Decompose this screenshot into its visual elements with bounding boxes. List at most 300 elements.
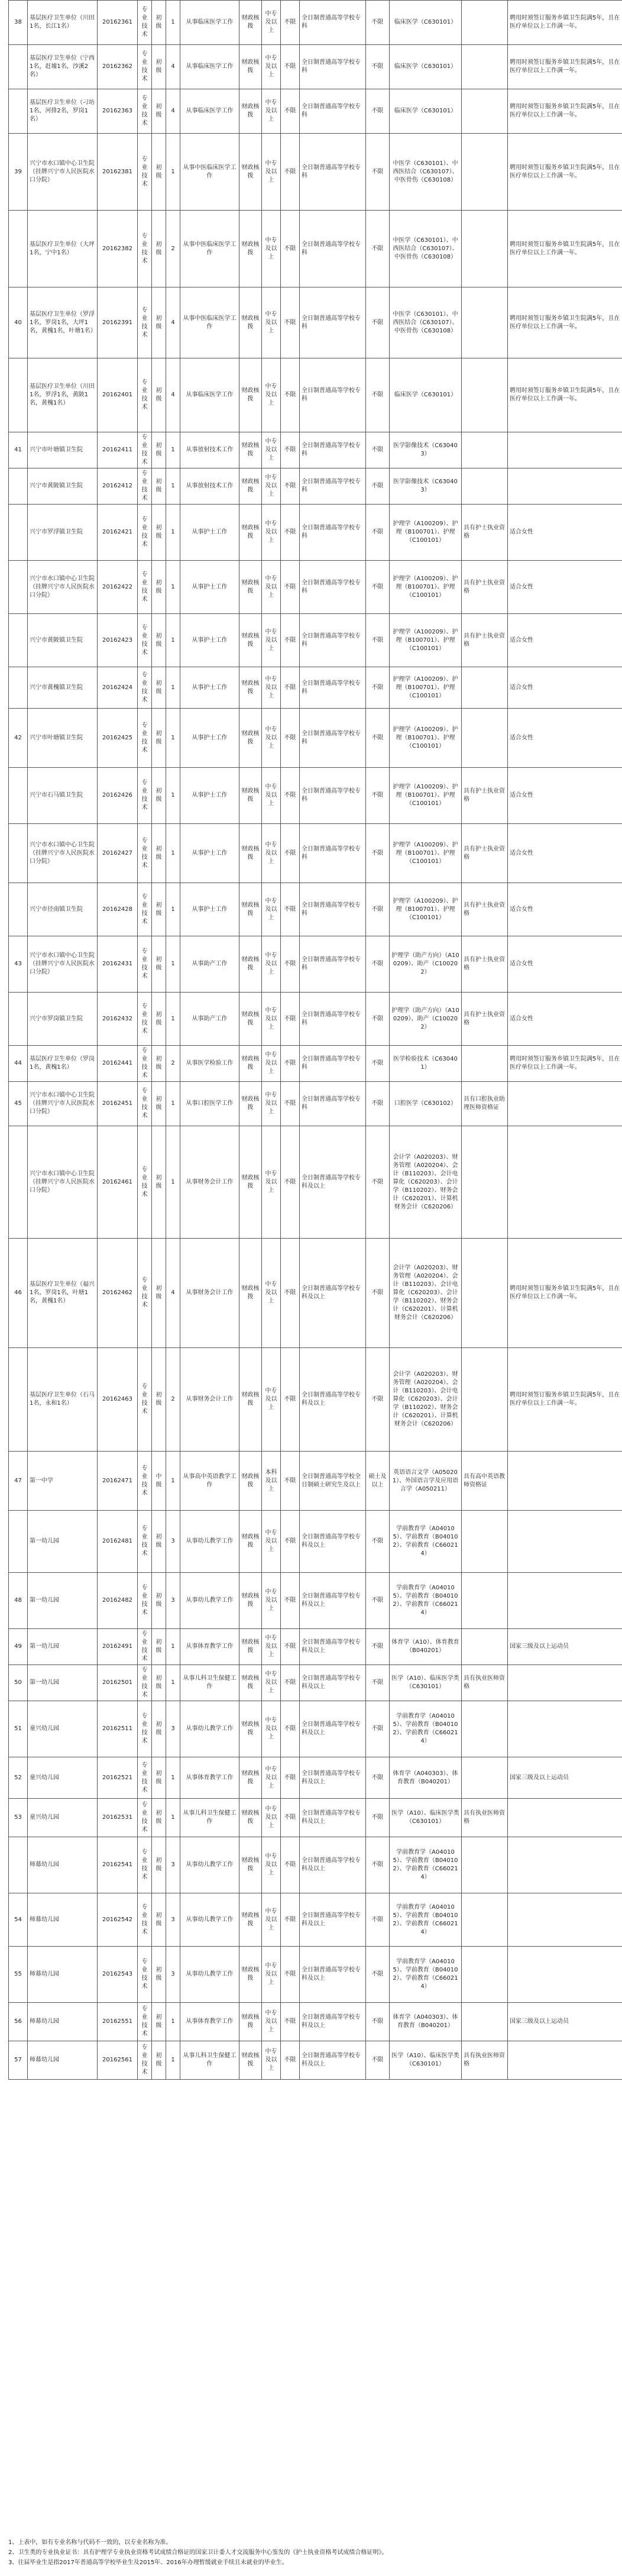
other-requirement-cell: 适合女性 [508, 993, 622, 1046]
age-cell: 不限 [281, 709, 300, 768]
education-level-cell: 中专及以上 [262, 1757, 281, 1799]
funding-cell: 财政核拨 [239, 2041, 262, 2080]
other-requirement-cell [508, 1947, 622, 2003]
study-mode-cell: 全日制普通高等学校专科及以上 [300, 1799, 366, 1837]
certificate-cell: 具有护士执业资格 [462, 768, 508, 824]
recruitment-table [8, 0, 622, 2080]
age-cell: 不限 [281, 1046, 300, 1082]
headcount-cell: 1 [166, 505, 180, 561]
other-requirement-cell: 适合女性 [508, 614, 622, 667]
headcount-cell: 3 [166, 1893, 180, 1947]
seq-cell: 46 [9, 1239, 28, 1348]
education-level-cell: 中专及以上 [262, 1511, 281, 1573]
age-cell: 不限 [281, 1239, 300, 1348]
table-row [9, 1239, 622, 1348]
certificate-cell [462, 1629, 508, 1665]
funding-cell: 财政核拨 [239, 134, 262, 211]
education-level-cell: 中专及以上 [262, 1, 281, 45]
age-cell: 不限 [281, 287, 300, 358]
education-level-cell: 中专及以上 [262, 211, 281, 287]
study-mode-cell: 全日制普通高等学校专科 [300, 1046, 366, 1082]
seq-cell [9, 89, 28, 134]
funding-cell: 财政核拨 [239, 1511, 262, 1573]
footnote-2: 2、卫生类的专业执业证书：具有护理学专业执业资格考试成绩合格证的国家卫计委人才交流服务中心鉴发的《护士执业资格考试成绩合格证明》。 [8, 2549, 388, 2556]
seq-cell [9, 1348, 28, 1452]
position-code-cell: 20162541 [98, 1837, 138, 1893]
funding-cell: 财政核拨 [239, 287, 262, 358]
education-level-cell: 本科及以上 [262, 1452, 281, 1511]
position-level-cell: 初级 [152, 1799, 166, 1837]
certificate-cell [462, 1893, 508, 1947]
degree-cell: 不限 [366, 505, 390, 561]
position-type-cell: 专业技术 [138, 1348, 152, 1452]
table-row [9, 1701, 622, 1757]
headcount-cell: 4 [166, 89, 180, 134]
seq-cell: 52 [9, 1757, 28, 1799]
education-level-cell: 中专及以上 [262, 993, 281, 1046]
unit-cell: 师幕幼儿园 [28, 1837, 98, 1893]
funding-cell: 财政核拨 [239, 614, 262, 667]
duty-cell: 从事临床医学工作 [180, 45, 239, 89]
education-level-cell: 中专及以上 [262, 1126, 281, 1239]
degree-cell: 不限 [366, 1701, 390, 1757]
major-cell: 医学（A10）、临床医学类（C630101） [390, 1799, 462, 1837]
table-body [9, 1, 622, 2080]
table-row [9, 561, 622, 614]
education-level-cell: 中专及以上 [262, 667, 281, 709]
funding-cell: 财政核拨 [239, 505, 262, 561]
age-cell: 不限 [281, 1893, 300, 1947]
degree-cell: 不限 [366, 1239, 390, 1348]
study-mode-cell: 全日制普通高等学校专科 [300, 614, 366, 667]
major-cell: 口腔医学（C630102） [390, 1082, 462, 1126]
position-code-cell: 20162543 [98, 1947, 138, 2003]
duty-cell: 从事护士工作 [180, 667, 239, 709]
education-level-cell: 中专及以上 [262, 1701, 281, 1757]
major-cell: 医学检验技术（C630401） [390, 1046, 462, 1082]
table-row [9, 287, 622, 358]
headcount-cell: 3 [166, 1947, 180, 2003]
duty-cell: 从事助产工作 [180, 993, 239, 1046]
duty-cell: 从事体育教学工作 [180, 1757, 239, 1799]
degree-cell: 不限 [366, 89, 390, 134]
duty-cell: 从事护士工作 [180, 883, 239, 936]
certificate-cell: 具有高中英语教师资格证 [462, 1452, 508, 1511]
major-cell: 护理学（A100209）、护理（B100701）、护理（C100101） [390, 667, 462, 709]
headcount-cell: 1 [166, 936, 180, 993]
degree-cell: 不限 [366, 1573, 390, 1629]
other-requirement-cell: 聘用时须签订服务乡镇卫生院满5年，且在医疗单位以上工作满一年。 [508, 45, 622, 89]
age-cell: 不限 [281, 1126, 300, 1239]
position-code-cell: 20162462 [98, 1239, 138, 1348]
position-level-cell: 初级 [152, 768, 166, 824]
duty-cell: 从事幼儿教学工作 [180, 1837, 239, 1893]
seq-cell: 41 [9, 432, 28, 468]
duty-cell: 从事护士工作 [180, 561, 239, 614]
position-code-cell: 20162441 [98, 1046, 138, 1082]
table-row [9, 432, 622, 468]
other-requirement-cell [508, 1082, 622, 1126]
headcount-cell: 1 [166, 2003, 180, 2041]
education-level-cell: 中专及以上 [262, 432, 281, 468]
position-code-cell: 20162401 [98, 358, 138, 432]
duty-cell: 从事幼儿教学工作 [180, 1573, 239, 1629]
unit-cell: 兴宁市叶塘镇卫生院 [28, 709, 98, 768]
headcount-cell: 1 [166, 824, 180, 883]
age-cell: 不限 [281, 358, 300, 432]
study-mode-cell: 全日制普通高等学校专科及以上 [300, 1665, 366, 1701]
age-cell: 不限 [281, 1837, 300, 1893]
position-level-cell: 初级 [152, 1348, 166, 1452]
table-row [9, 45, 622, 89]
position-type-cell: 专业技术 [138, 2041, 152, 2080]
position-type-cell: 专业技术 [138, 287, 152, 358]
age-cell: 不限 [281, 824, 300, 883]
degree-cell: 不限 [366, 211, 390, 287]
age-cell: 不限 [281, 667, 300, 709]
position-type-cell: 专业技术 [138, 614, 152, 667]
position-type-cell: 专业技术 [138, 936, 152, 993]
position-level-cell: 初级 [152, 709, 166, 768]
study-mode-cell: 全日制普通高等学校专科及以上 [300, 1629, 366, 1665]
funding-cell: 财政核拨 [239, 1893, 262, 1947]
certificate-cell [462, 432, 508, 468]
unit-cell: 基层医疗卫生单位（石马1名，永和1名） [28, 1348, 98, 1452]
headcount-cell: 4 [166, 1239, 180, 1348]
seq-cell [9, 667, 28, 709]
table-row [9, 2041, 622, 2080]
other-requirement-cell: 聘用时须签订服务乡镇卫生院满5年，且在医疗单位以上工作满一年。 [508, 134, 622, 211]
seq-cell: 43 [9, 936, 28, 993]
position-level-cell: 初级 [152, 1947, 166, 2003]
unit-cell: 兴宁市石马镇卫生院 [28, 768, 98, 824]
position-code-cell: 20162422 [98, 561, 138, 614]
duty-cell: 从事护士工作 [180, 709, 239, 768]
table-row [9, 211, 622, 287]
other-requirement-cell: 聘用时须签订服务乡镇卫生院满5年，且在医疗单位以上工作满一年。 [508, 1348, 622, 1452]
position-type-cell: 专业技术 [138, 505, 152, 561]
certificate-cell [462, 2003, 508, 2041]
major-cell: 体育学（A040303）、体育教育（B040201） [390, 2003, 462, 2041]
education-level-cell: 中专及以上 [262, 883, 281, 936]
other-requirement-cell [508, 1126, 622, 1239]
unit-cell: 第一幼儿园 [28, 1511, 98, 1573]
funding-cell: 财政核拨 [239, 432, 262, 468]
position-code-cell: 20162381 [98, 134, 138, 211]
unit-cell: 童兴幼儿园 [28, 1701, 98, 1757]
position-level-cell: 初级 [152, 1046, 166, 1082]
duty-cell: 从事临床医学工作 [180, 89, 239, 134]
seq-cell: 54 [9, 1893, 28, 1947]
position-type-cell: 专业技术 [138, 1799, 152, 1837]
seq-cell [9, 561, 28, 614]
age-cell: 不限 [281, 432, 300, 468]
degree-cell: 不限 [366, 134, 390, 211]
certificate-cell: 具有执业医师资格 [462, 1799, 508, 1837]
study-mode-cell: 全日制普通高等学校专科及以上 [300, 1239, 366, 1348]
table-row [9, 89, 622, 134]
education-level-cell: 中专及以上 [262, 2041, 281, 2080]
other-requirement-cell: 适合女性 [508, 768, 622, 824]
unit-cell: 兴宁市径南镇卫生院 [28, 883, 98, 936]
funding-cell: 财政核拨 [239, 1082, 262, 1126]
study-mode-cell: 全日制普通高等学校专科及以上 [300, 1701, 366, 1757]
study-mode-cell: 全日制普通高等学校专科 [300, 287, 366, 358]
certificate-cell [462, 211, 508, 287]
seq-cell [9, 993, 28, 1046]
other-requirement-cell [508, 2041, 622, 2080]
position-code-cell: 20162471 [98, 1452, 138, 1511]
table-row [9, 667, 622, 709]
education-level-cell: 中专及以上 [262, 1046, 281, 1082]
degree-cell: 不限 [366, 1893, 390, 1947]
other-requirement-cell [508, 1799, 622, 1837]
major-cell: 中医学（C630101）、中西医结合（C630107）、中医骨伤（C630108） [390, 134, 462, 211]
position-level-cell: 初级 [152, 1, 166, 45]
seq-cell: 57 [9, 2041, 28, 2080]
duty-cell: 从事护士工作 [180, 824, 239, 883]
duty-cell: 从事财务会计工作 [180, 1239, 239, 1348]
headcount-cell: 1 [166, 432, 180, 468]
age-cell: 不限 [281, 614, 300, 667]
education-level-cell: 中专及以上 [262, 1799, 281, 1837]
funding-cell: 财政核拨 [239, 667, 262, 709]
degree-cell: 不限 [366, 1126, 390, 1239]
position-type-cell: 专业技术 [138, 358, 152, 432]
certificate-cell: 具有护士执业资格 [462, 883, 508, 936]
position-code-cell: 20162428 [98, 883, 138, 936]
study-mode-cell: 全日制普通高等学校专科及以上 [300, 2041, 366, 2080]
study-mode-cell: 全日制普通高等学校专科 [300, 561, 366, 614]
major-cell: 护理学（A100209）、护理（B100701）、护理（C100101） [390, 561, 462, 614]
position-type-cell: 专业技术 [138, 1126, 152, 1239]
duty-cell: 从事临床医学工作 [180, 358, 239, 432]
headcount-cell: 1 [166, 468, 180, 505]
duty-cell: 从事口腔医学工作 [180, 1082, 239, 1126]
study-mode-cell: 全日制普通高等学校专科及以上 [300, 1511, 366, 1573]
study-mode-cell: 全日制普通高等学校专科 [300, 134, 366, 211]
certificate-cell: 具有口腔执业助理医师资格证 [462, 1082, 508, 1126]
degree-cell: 不限 [366, 709, 390, 768]
certificate-cell [462, 1757, 508, 1799]
funding-cell: 财政核拨 [239, 1837, 262, 1893]
duty-cell: 从事护士工作 [180, 768, 239, 824]
degree-cell: 硕士及以上 [366, 1452, 390, 1511]
seq-cell: 48 [9, 1573, 28, 1629]
duty-cell: 从事护士工作 [180, 505, 239, 561]
seq-cell [9, 1837, 28, 1893]
major-cell: 护理学（助产方向）（A100209）、助产（C100202） [390, 993, 462, 1046]
position-code-cell: 20162463 [98, 1348, 138, 1452]
position-level-cell: 初级 [152, 1573, 166, 1629]
education-level-cell: 中专及以上 [262, 1082, 281, 1126]
other-requirement-cell [508, 1893, 622, 1947]
study-mode-cell: 全日制普通高等学校专科 [300, 358, 366, 432]
degree-cell: 不限 [366, 1082, 390, 1126]
other-requirement-cell: 聘用时须签订服务乡镇卫生院满5年，且在医疗单位以上工作满一年。 [508, 1, 622, 45]
duty-cell: 从事助产工作 [180, 936, 239, 993]
seq-cell [9, 358, 28, 432]
position-level-cell: 初级 [152, 89, 166, 134]
major-cell: 临床医学（C630101） [390, 1, 462, 45]
education-level-cell: 中专及以上 [262, 1837, 281, 1893]
degree-cell: 不限 [366, 1757, 390, 1799]
position-type-cell: 专业技术 [138, 1046, 152, 1082]
table-row [9, 883, 622, 936]
position-level-cell: 初级 [152, 1629, 166, 1665]
funding-cell: 财政核拨 [239, 45, 262, 89]
position-type-cell: 专业技术 [138, 134, 152, 211]
major-cell: 护理学（A100209）、护理（B100701）、护理（C100101） [390, 709, 462, 768]
unit-cell: 兴宁市黄陂镇卫生院 [28, 614, 98, 667]
position-level-cell: 初级 [152, 1239, 166, 1348]
headcount-cell: 4 [166, 358, 180, 432]
unit-cell: 师幕幼儿园 [28, 1893, 98, 1947]
position-code-cell: 20162451 [98, 1082, 138, 1126]
table-row [9, 1757, 622, 1799]
other-requirement-cell [508, 468, 622, 505]
major-cell: 学前教育学（A040105）、学前教育（B040102）、学前教育（C660214） [390, 1701, 462, 1757]
seq-cell [9, 1511, 28, 1573]
other-requirement-cell: 适合女性 [508, 561, 622, 614]
degree-cell: 不限 [366, 561, 390, 614]
headcount-cell: 1 [166, 1, 180, 45]
other-requirement-cell: 适合女性 [508, 667, 622, 709]
unit-cell: 基层医疗卫生单位（川田1名，长江1名） [28, 1, 98, 45]
education-level-cell: 中专及以上 [262, 45, 281, 89]
position-code-cell: 20162427 [98, 824, 138, 883]
degree-cell: 不限 [366, 993, 390, 1046]
table-row [9, 1947, 622, 2003]
education-level-cell: 中专及以上 [262, 1629, 281, 1665]
education-level-cell: 中专及以上 [262, 824, 281, 883]
certificate-cell: 具有护士执业资格 [462, 614, 508, 667]
education-level-cell: 中专及以上 [262, 709, 281, 768]
degree-cell: 不限 [366, 614, 390, 667]
degree-cell: 不限 [366, 1799, 390, 1837]
major-cell: 护理学（A100209）、护理（B100701）、护理（C100101） [390, 768, 462, 824]
duty-cell: 从事儿科卫生保健工作 [180, 2041, 239, 2080]
certificate-cell [462, 1947, 508, 2003]
study-mode-cell: 全日制普通高等学校专科 [300, 1082, 366, 1126]
duty-cell: 从事幼儿教学工作 [180, 1511, 239, 1573]
certificate-cell [462, 1511, 508, 1573]
position-code-cell: 20162411 [98, 432, 138, 468]
certificate-cell: 具有护士执业资格 [462, 936, 508, 993]
age-cell: 不限 [281, 1947, 300, 2003]
unit-cell: 兴宁市水口镇中心卫生院（挂牌兴宁市人民医院水口分院） [28, 824, 98, 883]
age-cell: 不限 [281, 1701, 300, 1757]
headcount-cell: 4 [166, 45, 180, 89]
headcount-cell: 1 [166, 993, 180, 1046]
study-mode-cell: 全日制普通高等学校全日制硕士研究生及以上 [300, 1452, 366, 1511]
headcount-cell: 4 [166, 287, 180, 358]
other-requirement-cell [508, 1837, 622, 1893]
table-row [9, 505, 622, 561]
other-requirement-cell: 国家三级及以上运动员 [508, 2003, 622, 2041]
position-type-cell: 专业技术 [138, 1629, 152, 1665]
duty-cell: 从事财务会计工作 [180, 1348, 239, 1452]
degree-cell: 不限 [366, 1947, 390, 2003]
table-row [9, 1665, 622, 1701]
position-level-cell: 初级 [152, 1837, 166, 1893]
seq-cell [9, 505, 28, 561]
duty-cell: 从事儿科卫生保健工作 [180, 1665, 239, 1701]
education-level-cell: 中专及以上 [262, 1947, 281, 2003]
position-level-cell: 初级 [152, 1665, 166, 1701]
seq-cell: 55 [9, 1947, 28, 2003]
headcount-cell: 1 [166, 1799, 180, 1837]
position-type-cell: 专业技术 [138, 1665, 152, 1701]
study-mode-cell: 全日制普通高等学校专科 [300, 211, 366, 287]
education-level-cell: 中专及以上 [262, 89, 281, 134]
degree-cell: 不限 [366, 883, 390, 936]
funding-cell: 财政核拨 [239, 1799, 262, 1837]
duty-cell: 从事幼儿教学工作 [180, 1893, 239, 1947]
position-level-cell: 初级 [152, 824, 166, 883]
position-type-cell: 专业技术 [138, 1837, 152, 1893]
age-cell: 不限 [281, 883, 300, 936]
other-requirement-cell: 聘用时须签订服务乡镇卫生院满5年，且在医疗单位以上工作满一年。 [508, 358, 622, 432]
headcount-cell: 1 [166, 2041, 180, 2080]
major-cell: 学前教育学（A040105）、学前教育（B040102）、学前教育（C660214） [390, 1947, 462, 2003]
position-code-cell: 20162482 [98, 1573, 138, 1629]
position-type-cell: 专业技术 [138, 211, 152, 287]
funding-cell: 财政核拨 [239, 358, 262, 432]
duty-cell: 从事中医临床医学工作 [180, 134, 239, 211]
degree-cell: 不限 [366, 1837, 390, 1893]
study-mode-cell: 全日制普通高等学校专科及以上 [300, 1893, 366, 1947]
education-level-cell: 中专及以上 [262, 768, 281, 824]
position-code-cell: 20162421 [98, 505, 138, 561]
other-requirement-cell: 聘用时须签订服务乡镇卫生院满5年，且在医疗单位以上工作满一年。 [508, 1239, 622, 1348]
education-level-cell: 中专及以上 [262, 936, 281, 993]
major-cell: 学前教育学（A040105）、学前教育（B040102）、学前教育（C660214） [390, 1511, 462, 1573]
seq-cell: 51 [9, 1701, 28, 1757]
unit-cell: 师幕幼儿园 [28, 2003, 98, 2041]
degree-cell: 不限 [366, 468, 390, 505]
position-level-cell: 初级 [152, 211, 166, 287]
unit-cell: 基层医疗卫生单位（大坪1名，宁中1名） [28, 211, 98, 287]
footnote-3: 3、往届毕业生是指2017年普通高等学校毕业生及2015年、2016年办理暂缓就业手续且未就业的毕业生。 [8, 2559, 288, 2566]
position-code-cell: 20162481 [98, 1511, 138, 1573]
study-mode-cell: 全日制普通高等学校专科 [300, 883, 366, 936]
certificate-cell [462, 1046, 508, 1082]
position-code-cell: 20162511 [98, 1701, 138, 1757]
certificate-cell: 具有护士执业资格 [462, 993, 508, 1046]
position-code-cell: 20162423 [98, 614, 138, 667]
position-level-cell: 初级 [152, 936, 166, 993]
duty-cell: 从事临床医学工作 [180, 1, 239, 45]
duty-cell: 从事幼儿教学工作 [180, 1947, 239, 2003]
unit-cell: 兴宁市黄陂镇卫生院 [28, 468, 98, 505]
funding-cell: 财政核拨 [239, 1947, 262, 2003]
position-type-cell: 专业技术 [138, 432, 152, 468]
position-level-cell: 中级 [152, 1452, 166, 1511]
degree-cell: 不限 [366, 2041, 390, 2080]
table-row [9, 709, 622, 768]
position-level-cell: 初级 [152, 1082, 166, 1126]
unit-cell: 兴宁市罗浮镇卫生院 [28, 505, 98, 561]
position-level-cell: 初级 [152, 1126, 166, 1239]
position-level-cell: 初级 [152, 468, 166, 505]
age-cell: 不限 [281, 1665, 300, 1701]
age-cell: 不限 [281, 1757, 300, 1799]
position-code-cell: 20162362 [98, 45, 138, 89]
table-row [9, 1, 622, 45]
position-code-cell: 20162531 [98, 1799, 138, 1837]
seq-cell [9, 468, 28, 505]
